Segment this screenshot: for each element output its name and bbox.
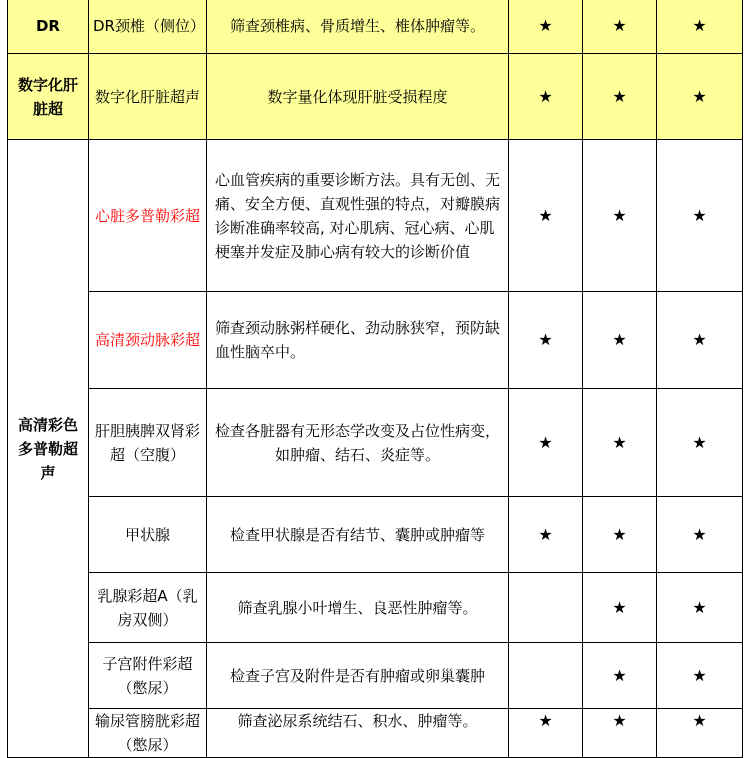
star-cell: ★ (509, 54, 583, 140)
star-cell: ★ (657, 140, 743, 292)
star-cell: ★ (657, 573, 743, 643)
exam-package-table (7, 0, 743, 758)
table-row (8, 0, 743, 54)
description-cell: 筛查乳腺小叶增生、良恶性肿瘤等。 (207, 573, 509, 643)
table-row (8, 389, 743, 497)
description-cell: 检查各脏器有无形态学改变及占位性病变，如肿瘤、结石、炎症等。 (207, 389, 509, 497)
star-cell: ★ (583, 54, 657, 140)
description-cell: 筛查颈椎病、骨质增生、椎体肿瘤等。 (207, 0, 509, 54)
category-cell: 高清彩色多普勒超声 (8, 140, 89, 758)
item-cell: DR颈椎（侧位） (89, 0, 207, 54)
description-cell: 数字量化体现肝脏受损程度 (207, 54, 509, 140)
item-cell: 心脏多普勒彩超 (89, 140, 207, 292)
item-cell: 肝胆胰脾双肾彩超（空腹） (89, 389, 207, 497)
category-cell: 数字化肝脏超 (8, 54, 89, 140)
star-cell: ★ (657, 54, 743, 140)
table-row (8, 709, 743, 758)
item-cell: 乳腺彩超A（乳房双侧） (89, 573, 207, 643)
table-row (8, 140, 743, 292)
star-cell: ★ (509, 140, 583, 292)
item-cell: 子宫附件彩超（憋尿） (89, 643, 207, 709)
star-cell: ★ (583, 497, 657, 573)
description-cell: 检查甲状腺是否有结节、囊肿或肿瘤等 (207, 497, 509, 573)
table-row (8, 573, 743, 643)
star-cell: ★ (657, 643, 743, 709)
star-cell: ★ (509, 292, 583, 389)
star-cell: ★ (657, 389, 743, 497)
star-cell: ★ (583, 0, 657, 54)
description-cell: 心血管疾病的重要诊断方法。具有无创、无痛、安全方便、直观性强的特点，对瓣膜病诊断准确率较高, 对心肌病、冠心病、心肌梗塞并发症及肺心病有较大的诊断价值 (207, 140, 509, 292)
description-cell: 检查子宫及附件是否有肿瘤或卵巢囊肿 (207, 643, 509, 709)
star-cell: ★ (657, 497, 743, 573)
star-cell: ★ (509, 0, 583, 54)
description-cell: 筛查泌尿系统结石、积水、肿瘤等。 (207, 709, 509, 758)
item-cell: 高清颈动脉彩超 (89, 292, 207, 389)
category-cell: DR (8, 0, 89, 54)
item-cell: 输尿管膀胱彩超（憋尿） (89, 709, 207, 758)
star-cell: ★ (583, 389, 657, 497)
star-cell: ★ (583, 292, 657, 389)
star-cell: ★ (657, 292, 743, 389)
item-cell: 甲状腺 (89, 497, 207, 573)
star-cell (509, 643, 583, 709)
item-cell: 数字化肝脏超声 (89, 54, 207, 140)
star-cell: ★ (583, 643, 657, 709)
star-cell: ★ (657, 709, 743, 758)
star-cell (509, 573, 583, 643)
description-cell: 筛查颈动脉粥样硬化、劲动脉狭窄，预防缺血性脑卒中。 (207, 292, 509, 389)
star-cell: ★ (583, 573, 657, 643)
star-cell: ★ (509, 709, 583, 758)
star-cell: ★ (509, 497, 583, 573)
table-row (8, 292, 743, 389)
star-cell: ★ (583, 140, 657, 292)
star-cell: ★ (657, 0, 743, 54)
star-cell: ★ (509, 389, 583, 497)
star-cell: ★ (583, 709, 657, 758)
table-row (8, 54, 743, 140)
table-row (8, 643, 743, 709)
table-row (8, 497, 743, 573)
